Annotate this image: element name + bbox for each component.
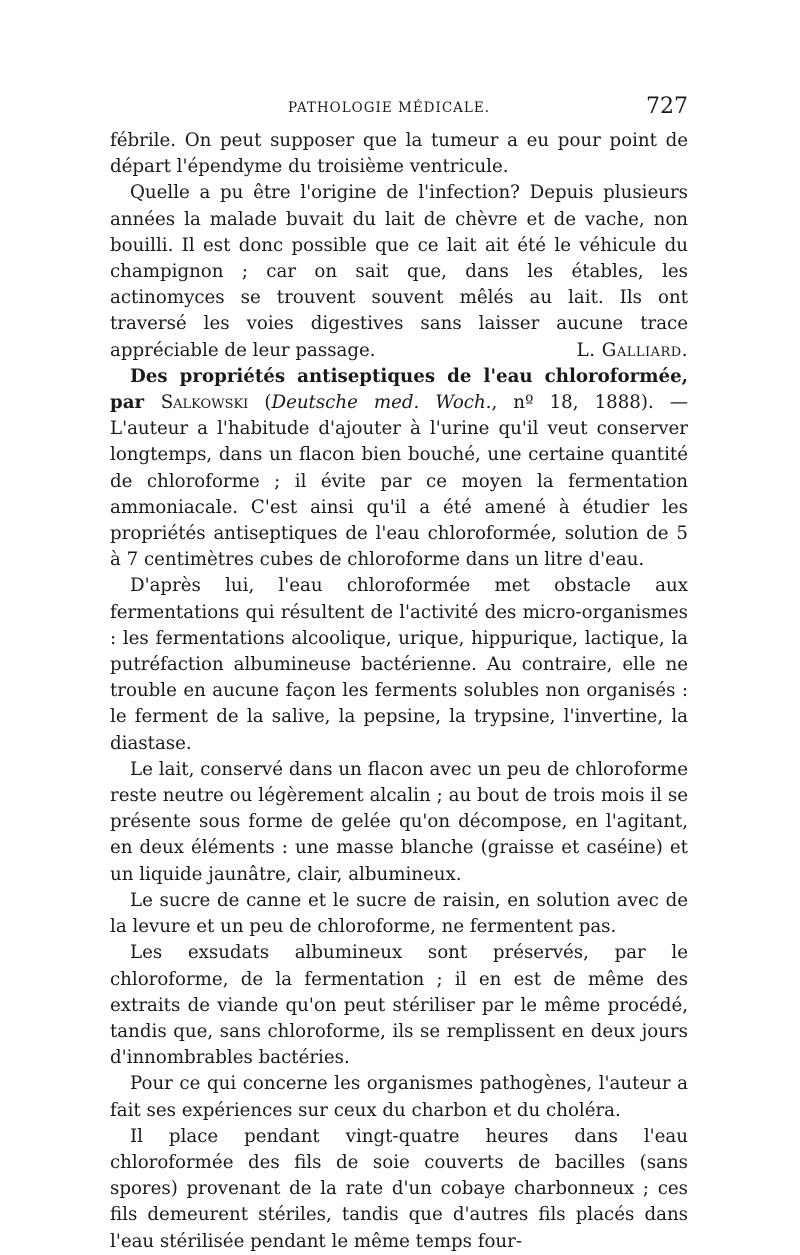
article-lead-text: — L'auteur a l'habitude d'ajouter à l'urine qu'il veut conserver longtemps, dans un flacon bien bouché, une certaine quantité de chloroforme ; il évite par ce moyen la fermentation ammoniacale. C'est ainsi qu'il a été amené à étudier les propriétés antiseptiques de l'eau chloroformée, solution de 5 à 7 centimètres cubes de chloroforme dans un litre d'eau. [110,392,688,571]
page-number: 727 [646,94,688,119]
running-head: PATHOLOGIE MÉDICALE. [288,100,491,116]
paragraph-silk-threads: Il place pendant vingt-quatre heures dans l'eau chloroformée des fils de soie couverts de bacilles (sans spores) provenant de la rate d'un cobaye charbonneux ; ces fils demeurent stériles, tandis que d'autres fils placés dans l'eau stérilisée pendant le même temps four- [110,1125,688,1252]
paragraph-sugar: Le sucre de canne et le sucre de raisin, en solution avec de la levure et un peu de chloroforme, ne fermentent pas. [110,889,688,938]
author-signature: L. Galliard. [576,339,688,361]
article-title: Des propriétés antiseptiques de l'eau chloroformée, par [110,365,688,414]
page-header [110,94,688,122]
journal-name: Deutsche med. Woch. [271,392,492,414]
paragraph-milk: Le lait, conservé dans un flacon avec un peu de chloroforme reste neutre ou légèrement alcalin ; au bout de trois mois il se présente sous forme de gelée qu'on décompose, en l'agitant, en deux éléments : une masse blanche (graisse et caséine) et un liquide jaunâtre, clair, albumineux. [110,758,688,885]
paragraph-infection-origin [110,180,688,363]
journal-open-paren: ( [264,392,272,414]
article-author: Salkowski [160,392,249,414]
paragraph-fermentations: D'après lui, l'eau chloroformée met obstacle aux fermentations qui résultent de l'activité des micro-organismes : les fermentations alcoolique, urique, hippurique, lactique, la putréfaction albumineuse bactérienne. Au contraire, elle ne trouble en aucune façon les ferments solubles non organisés : le ferment de la salive, la pepsine, la trypsine, l'invertine, la diastase. [110,575,688,754]
paragraph-continuation: fébrile. On peut supposer que la tumeur a eu pour point de départ l'épendyme du troisième ventricule. [110,130,688,178]
paragraph-text: Quelle a pu être l'origine de l'infection? Depuis plusieurs années la malade buvait du lait de chèvre et de vache, non bouilli. Il est donc possible que ce lait ait été le véhicule du champignon ; car on sait que, dans les étables, les actinomyces se trouvent souvent mêlés au lait. Ils ont traversé les voies digestives sans laisser aucune trace appréciable de leur passage. [110,182,688,361]
paragraph-exsudats: Les exsudats albumineux sont préservés, par le chloroforme, de la fermentation ; il en est de même des extraits de viande qu'on peut stériliser par le même procédé, tandis que, sans chloroforme, ils se remplissent en deux jours d'innombrables bactéries. [110,942,688,1069]
journal-reference: , nº 18, 1888). [491,392,654,414]
article-heading-paragraph [110,364,688,574]
paragraph-pathogens: Pour ce qui concerne les organismes pathogènes, l'auteur a fait ses expériences sur ceux du charbon et du choléra. [110,1073,688,1121]
page-body [110,128,688,1255]
